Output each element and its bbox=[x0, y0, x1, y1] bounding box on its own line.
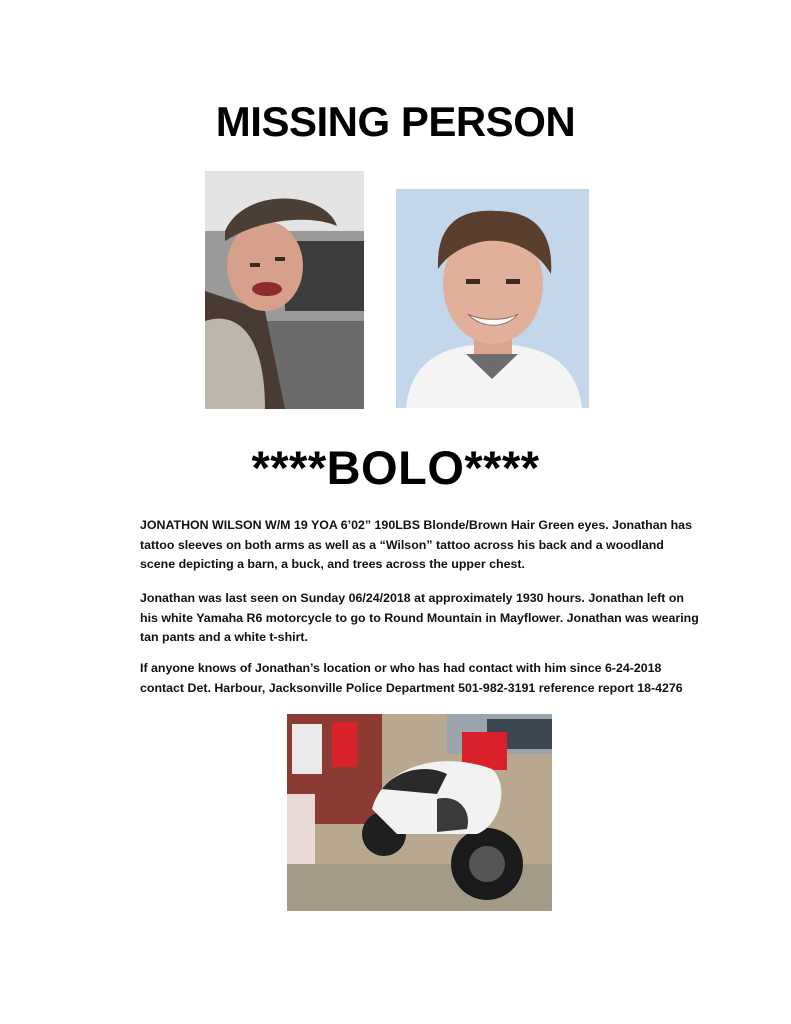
contact-paragraph: If anyone knows of Jonathan’s location or who has had contact with him since 6-24-2018 contact Det. Harbour, Jacksonville Police Department 501-982-3191 reference report 18-4276 bbox=[140, 661, 683, 695]
last-seen-paragraph: Jonathan was last seen on Sunday 06/24/2018 at approximately 1930 hours. Jonathan left on his white Yamaha R6 motorcycle to go to Round Mountain in Mayflower. Jonathan was wearing tan pants and a white t-shirt. bbox=[140, 591, 699, 644]
motorcycle-photo bbox=[287, 714, 552, 911]
page-title: MISSING PERSON bbox=[215, 98, 576, 145]
description-paragraph: JONATHON WILSON W/M 19 YOA 6’02” 190LBS Blonde/Brown Hair Green eyes. Jonathan has tattoo sleeves on both arms as well as a “Wilson” tattoo across his back and a woodland scene depicting a barn, a buck, and trees across the upper chest. bbox=[140, 518, 692, 571]
bolo-heading: ****BOLO**** bbox=[251, 441, 540, 494]
portrait-photo bbox=[396, 189, 589, 408]
selfie-photo bbox=[205, 171, 364, 409]
